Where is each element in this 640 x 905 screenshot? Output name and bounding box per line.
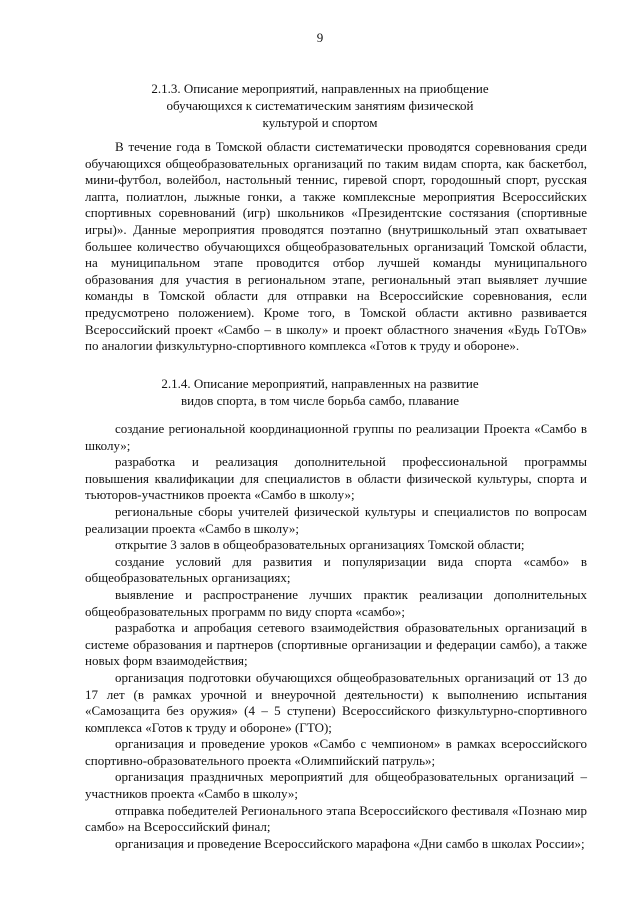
list-item: открытие 3 залов в общеобразовательных организациях Томской области; [115, 537, 525, 553]
section-heading-2-1-3 [120, 80, 520, 131]
list-item: создание условий для развития и популяризации вида спорта «самбо» в общеобразовательных организациях; [85, 553, 587, 586]
heading-line: обучающихся к систематическим занятиям физической [166, 98, 474, 113]
list-item: организация и проведение Всероссийского марафона «Дни самбо в школах России»; [115, 835, 585, 851]
heading-line: культурой и спортом [262, 115, 378, 130]
list-item: создание региональной координационной группы по реализации Проекта «Самбо в школу»; [85, 421, 587, 453]
heading-line: видов спорта, в том числе борьба самбо, плавание [180, 393, 459, 408]
list-item: организация подготовки обучающихся общеобразовательных организаций от 13 до 17 лет (в рамках урочной и внеурочной деятельности) к выполнению испытания «Самозащита без оружия» (4 – 5 ступени) Всероссийского физкультурно-спортивного комплекса «Готов к труду и обороне» (ГТО); [85, 669, 587, 735]
list-item: разработка и апробация сетевого взаимодействия образовательных организаций в системе образования и партнеров (спортивные организации и федерации самбо), а также новых форм взаимодействия; [85, 620, 587, 669]
list-item: организация праздничных мероприятий для общеобразовательных организаций – участников проекта «Самбо в школу»; [85, 769, 587, 802]
section-heading-2-1-4 [120, 375, 520, 409]
list-item: региональные сборы учителей физической культуры и специалистов по вопросам реализации проекта «Самбо в школу»; [85, 503, 587, 536]
paragraph: В течение года в Томской области систематически проводятся соревнования среди обучающихся общеобразовательных организаций по таким видам спорта, как баскетбол, мини-футбол, волейбол, настольный теннис, гиревой спорт, городошный спорт, русская лапта, полиатлон, лыжные гонки, а также комплексные мероприятия Всероссийских спортивных соревнований (игр) школьников «Президентские состязания (спортивные игры)». Данные мероприятия проводятся поэтапно (внутришкольный этап охватывает большее количество обучающихся общеобразовательных организаций Томской области, на муниципальном этапе проводится отбор лучшей команды муниципального образования для участия в региональном этапе, региональный этап выявляет лучшие команды в Томской области для отправки на Всероссийские соревнования, если предусмотрено положением). Кроме того, в Томской области активно развивается Всероссийский проект «Самбо – в школу» и проект областного значения «Будь ГоТОв» по аналогии физкультурно-спортивного комплекса «Готов к труду и обороне». [85, 139, 587, 354]
list-item: выявление и распространение лучших практик реализации дополнительных общеобразовательных программ по виду спорта «самбо»; [85, 586, 587, 619]
list-item: организация и проведение уроков «Самбо с чемпионом» в рамках всероссийского спортивно-образовательного проекта «Олимпийский патруль»; [85, 736, 587, 768]
page-number: 9 [316, 30, 324, 45]
heading-line: 2.1.4. Описание мероприятий, направленных на развитие [161, 376, 479, 391]
heading-line: 2.1.3. Описание мероприятий, направленных на приобщение [151, 81, 489, 96]
section-2-1-4-list [85, 421, 587, 852]
list-item: разработка и реализация дополнительной профессиональной программы повышения квалификации для специалистов в области физической культуры, спорта и тьюторов-участников проекта «Самбо в школу»; [85, 454, 587, 503]
section-2-1-3-body [85, 139, 587, 355]
list-item: отправка победителей Регионального этапа Всероссийского фестиваля «Познаю мир самбо» на Всероссийский финал; [85, 802, 587, 835]
